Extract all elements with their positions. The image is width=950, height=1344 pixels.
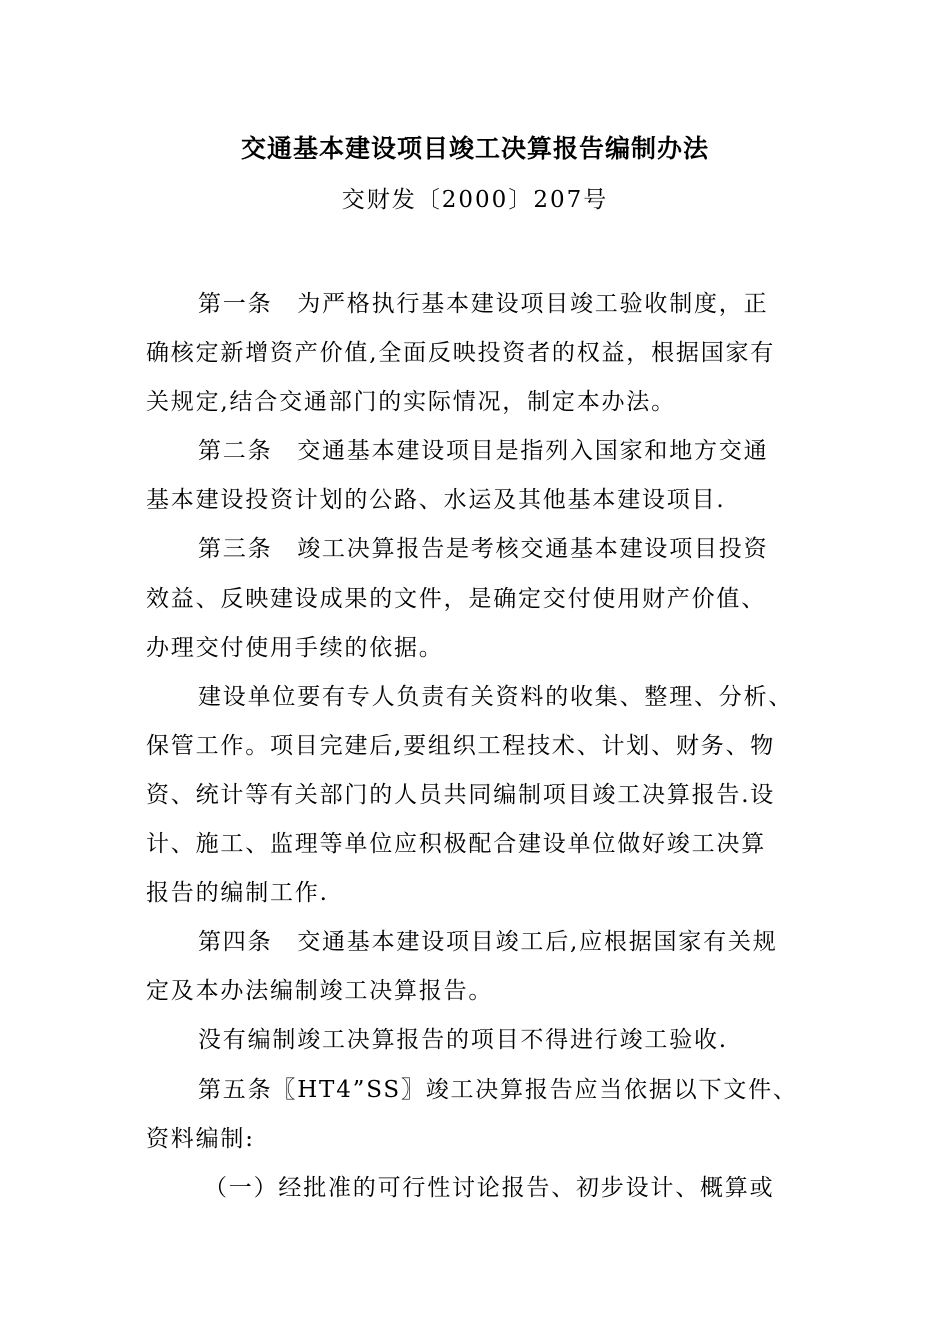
article-2-line-1: 第二条 交通基本建设项目是指列入国家和地方交通: [198, 438, 769, 465]
document-body: [146, 280, 826, 1213]
article-4-line-1: 第四条 交通基本建设项目竣工后,应根据国家有关规: [198, 929, 778, 956]
article-2-line-2: 基本建设投资计划的公路、水运及其他基本建设项目.: [146, 487, 726, 514]
paragraph-line-5: 报告的编制工作.: [146, 880, 329, 907]
article-3-line-2: 效益、反映建设成果的文件，是确定交付使用财产价值、: [146, 585, 766, 612]
article-4-line-2: 定及本办法编制竣工决算报告。: [146, 978, 494, 1005]
paragraph-line-3: 资、统计等有关部门的人员共同编制项目竣工决算报告.设: [146, 781, 776, 808]
article-3-line-1: 第三条 竣工决算报告是考核交通基本建设项目投资: [198, 536, 769, 563]
article-1-line-3: 关规定,结合交通部门的实际情况，制定本办法。: [146, 389, 676, 416]
article-5-line-2: 资料编制:: [146, 1125, 255, 1152]
article-3-line-3: 办理交付使用手续的依据。: [146, 634, 444, 661]
document-number: 交财发〔2000〕207号: [341, 187, 609, 213]
paragraph-no-acceptance: 没有编制竣工决算报告的项目不得进行竣工验收.: [198, 1027, 728, 1054]
paragraph-line-1: 建设单位要有专人负责有关资料的收集、整理、分析、: [198, 683, 794, 710]
article-5-item-1: （一）经批准的可行性讨论报告、初步设计、概算或: [204, 1174, 775, 1201]
article-5-line-1: 第五条〖HT4”SS〗竣工决算报告应当依据以下文件、: [198, 1076, 798, 1103]
paragraph-line-4: 计、施工、监理等单位应积极配合建设单位做好竣工决算: [146, 831, 766, 858]
article-1-line-1: 第一条 为严格执行基本建设项目竣工验收制度，正: [198, 291, 769, 317]
document-title: 交通基本建设项目竣工决算报告编制办法: [240, 134, 709, 163]
article-1-line-2: 确核定新增资产价值,全面反映投资者的权益，根据国家有: [146, 340, 776, 367]
paragraph-line-2: 保管工作。项目完建后,要组织工程技术、计划、财务、物: [146, 732, 776, 759]
